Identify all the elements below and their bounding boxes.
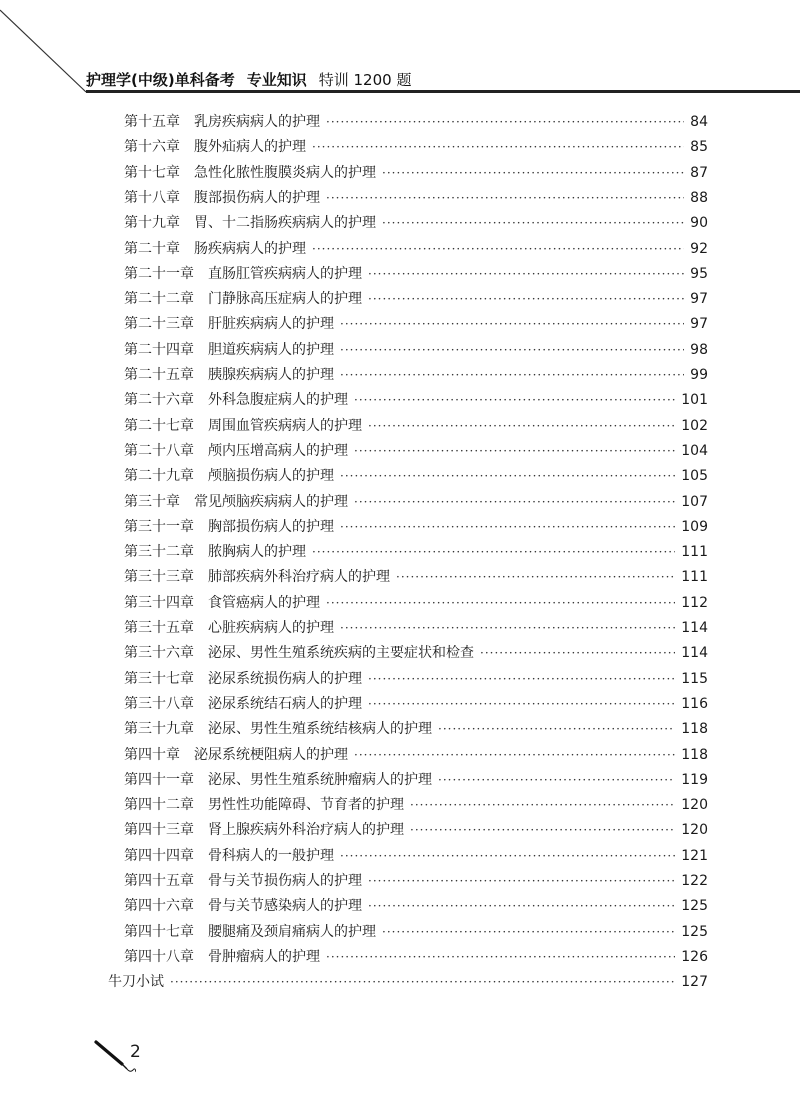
page-ref: 115: [681, 670, 708, 687]
toc-entry: [124, 795, 708, 815]
training-label: 特训 1200 题: [318, 70, 412, 89]
chapter-title: 乳房疾病病人的护理: [194, 114, 320, 130]
chapter-title: 胸部损伤病人的护理: [208, 518, 334, 535]
chapter-number: 第二十八章: [124, 442, 194, 459]
page-ref: 125: [681, 923, 708, 940]
page-ref: 119: [681, 771, 708, 788]
page-ref: 95: [690, 265, 708, 282]
toc-entry: [124, 137, 708, 157]
dot-leader: [312, 542, 675, 562]
chapter-title: 腹外疝病人的护理: [194, 139, 306, 156]
chapter-number: 第四十五章: [124, 873, 194, 889]
chapter-number: 第二十五章: [124, 367, 194, 383]
chapter-title: 肺部疾病外科治疗病人的护理: [208, 569, 390, 586]
page-ref: 118: [681, 746, 708, 763]
page-ref: 111: [681, 569, 708, 586]
chapter-title: 常见颅脑疾病病人的护理: [194, 493, 348, 510]
page-ref: 121: [681, 847, 708, 864]
chapter-title: 泌尿、男性生殖系统结核病人的护理: [208, 721, 432, 738]
chapter-number: 第二十七章: [124, 417, 194, 434]
chapter-number: 第三十七章: [124, 670, 194, 687]
dot-leader: [368, 264, 684, 284]
chapter-title: 胃、十二指肠疾病病人的护理: [194, 215, 376, 232]
dot-leader: [354, 441, 675, 461]
toc-entry: [124, 719, 708, 739]
chapter-title: 腹部损伤病人的护理: [194, 189, 320, 206]
dot-leader: [368, 416, 675, 436]
page-ref: 118: [681, 721, 708, 738]
dot-leader: [354, 745, 675, 765]
dot-leader: [326, 947, 675, 967]
toc-entry: [124, 643, 708, 663]
chapter-number: 第三十五章: [124, 620, 194, 636]
header-rule: [86, 90, 800, 93]
dot-leader: [410, 820, 675, 840]
chapter-title: 泌尿、男性生殖系统肿瘤病人的护理: [208, 771, 432, 788]
dot-leader: [396, 567, 675, 587]
chapter-number: 第二十一章: [124, 265, 194, 282]
chapter-title: 直肠肛管疾病病人的护理: [208, 265, 362, 282]
dot-leader: [368, 289, 684, 309]
page-ref: 104: [681, 442, 708, 459]
chapter-number: 第十七章: [124, 164, 180, 181]
page-ref: 126: [681, 948, 708, 965]
toc-entry: [124, 264, 708, 284]
chapter-number: 第四十章: [124, 746, 180, 763]
chapter-title: 肾上腺疾病外科治疗病人的护理: [208, 822, 404, 839]
dot-leader: [340, 618, 675, 638]
final-title: 牛刀小试: [108, 974, 164, 991]
dot-leader: [326, 188, 684, 208]
chapter-title: 肠疾病病人的护理: [194, 240, 306, 257]
chapter-title: 食管癌病人的护理: [208, 594, 320, 611]
page-ref: 120: [681, 797, 708, 814]
page-ref: 120: [681, 822, 708, 839]
toc-entry: [124, 618, 708, 638]
page-ref: 127: [681, 974, 708, 991]
chapter-number: 第三十六章: [124, 645, 194, 662]
toc-entry: [124, 188, 708, 208]
chapter-number: 第二十四章: [124, 341, 194, 358]
chapter-title: 骨科病人的一般护理: [208, 847, 334, 864]
chapter-title: 脓胸病人的护理: [208, 544, 306, 561]
toc-entry: [124, 896, 708, 916]
page-ref: 88: [690, 189, 708, 206]
page-ref: 102: [681, 417, 708, 434]
toc-entry-final: [108, 972, 708, 992]
chapter-title: 颅脑损伤病人的护理: [208, 468, 334, 485]
chapter-number: 第十八章: [124, 189, 180, 206]
page-ref: 101: [681, 392, 708, 409]
dot-leader: [480, 643, 675, 663]
toc-entry: [124, 289, 708, 309]
dot-leader: [382, 922, 675, 942]
dot-leader: [340, 846, 675, 866]
chapter-number: 第四十八章: [124, 948, 194, 965]
toc-entry: [124, 846, 708, 866]
dot-leader: [438, 770, 675, 790]
dot-leader: [368, 871, 675, 891]
page-ref: 107: [681, 493, 708, 510]
page-ref: 97: [690, 291, 708, 308]
dot-leader: [340, 314, 684, 334]
toc-entry: [124, 112, 708, 132]
dot-leader: [340, 466, 675, 486]
page-ref: 85: [690, 139, 708, 156]
chapter-title: 门静脉高压症病人的护理: [208, 291, 362, 308]
toc-entry: [124, 390, 708, 410]
dot-leader: [326, 112, 684, 132]
chapter-number: 第三十三章: [124, 569, 194, 586]
chapter-title: 胆道疾病病人的护理: [208, 341, 334, 358]
toc-entry: [124, 314, 708, 334]
chapter-number: 第三十二章: [124, 544, 194, 561]
chapter-number: 第三十章: [124, 493, 180, 510]
page-ref: 122: [681, 873, 708, 889]
page-ref: 111: [681, 544, 708, 561]
chapter-title: 外科急腹症病人的护理: [208, 392, 348, 409]
dot-leader: [170, 972, 675, 992]
toc-entry: [124, 922, 708, 942]
chapter-number: 第十六章: [124, 139, 180, 156]
page-ref: 114: [681, 620, 708, 636]
chapter-number: 第四十二章: [124, 797, 194, 814]
toc-entry: [124, 466, 708, 486]
chapter-title: 急性化脓性腹膜炎病人的护理: [194, 164, 376, 181]
dot-leader: [340, 340, 684, 360]
chapter-title: 骨与关节损伤病人的护理: [208, 873, 362, 889]
page-ref: 116: [681, 695, 708, 712]
chapter-title: 腰腿痛及颈肩痛病人的护理: [208, 923, 376, 940]
toc-entry: [124, 871, 708, 891]
page-ref: 112: [681, 594, 708, 611]
toc-entry: [124, 820, 708, 840]
chapter-title: 泌尿系统损伤病人的护理: [208, 670, 362, 687]
chapter-title: 周围血管疾病病人的护理: [208, 417, 362, 434]
toc-entry: [124, 213, 708, 233]
chapter-number: 第十五章: [124, 114, 180, 130]
dot-leader: [340, 365, 684, 385]
chapter-title: 胰腺疾病病人的护理: [208, 367, 334, 383]
dot-leader: [438, 719, 675, 739]
dot-leader: [312, 137, 684, 157]
toc-entry: [124, 340, 708, 360]
chapter-title: 男性性功能障碍、节育者的护理: [208, 797, 404, 814]
page-ref: 125: [681, 898, 708, 915]
chapter-title: 泌尿系统梗阻病人的护理: [194, 746, 348, 763]
toc-entry: [124, 441, 708, 461]
dot-leader: [382, 213, 684, 233]
chapter-number: 第四十六章: [124, 898, 194, 915]
dot-leader: [354, 390, 675, 410]
chapter-title: 颅内压增高病人的护理: [208, 442, 348, 459]
toc-entry: [124, 745, 708, 765]
chapter-number: 第二十二章: [124, 291, 194, 308]
book-title: 护理学(中级)单科备考: [86, 70, 235, 89]
chapter-title: 心脏疾病病人的护理: [208, 620, 334, 636]
chapter-number: 第二十三章: [124, 316, 194, 333]
chapter-number: 第二十章: [124, 240, 180, 257]
page-ref: 114: [681, 645, 708, 662]
toc-entry: [124, 593, 708, 613]
page-footer: [92, 1038, 172, 1078]
page-ref: 92: [690, 240, 708, 257]
dot-leader: [410, 795, 675, 815]
chapter-title: 骨与关节感染病人的护理: [208, 898, 362, 915]
page-number: 2: [130, 1042, 141, 1062]
running-header: [86, 68, 411, 90]
page-ref: 84: [690, 114, 708, 130]
chapter-title: 泌尿系统结石病人的护理: [208, 695, 362, 712]
dot-leader: [354, 492, 675, 512]
toc-entry: [124, 694, 708, 714]
toc-entry: [124, 416, 708, 436]
chapter-number: 第四十四章: [124, 847, 194, 864]
page-ref: 97: [690, 316, 708, 333]
page-ref: 105: [681, 468, 708, 485]
chapter-number: 第四十一章: [124, 771, 194, 788]
toc-entry: [124, 517, 708, 537]
chapter-title: 肝脏疾病病人的护理: [208, 316, 334, 333]
dot-leader: [368, 669, 675, 689]
dot-leader: [326, 593, 675, 613]
chapter-number: 第十九章: [124, 215, 180, 232]
toc-entry: [124, 163, 708, 183]
chapter-number: 第四十七章: [124, 923, 194, 940]
page-ref: 90: [690, 215, 708, 232]
page-ref: 99: [690, 367, 708, 383]
dot-leader: [368, 694, 675, 714]
subject-label: 专业知识: [246, 70, 307, 89]
toc-entry: [124, 770, 708, 790]
toc-entry: [124, 239, 708, 259]
chapter-number: 第三十八章: [124, 695, 194, 712]
dot-leader: [312, 239, 684, 259]
chapter-number: 第三十九章: [124, 721, 194, 738]
chapter-number: 第三十一章: [124, 518, 194, 535]
chapter-title: 泌尿、男性生殖系统疾病的主要症状和检查: [208, 645, 474, 662]
toc-entry: [124, 542, 708, 562]
dot-leader: [368, 896, 675, 916]
chapter-number: 第四十三章: [124, 822, 194, 839]
chapter-title: 骨肿瘤病人的护理: [208, 948, 320, 965]
dot-leader: [340, 517, 675, 537]
chapter-number: 第二十九章: [124, 468, 194, 485]
page-ref: 87: [690, 164, 708, 181]
page-ref: 98: [690, 341, 708, 358]
toc-entry: [124, 669, 708, 689]
page-ref: 109: [681, 518, 708, 535]
toc-entry: [124, 365, 708, 385]
chapter-number: 第三十四章: [124, 594, 194, 611]
toc-entry: [124, 947, 708, 967]
toc-entry: [124, 567, 708, 587]
dot-leader: [382, 163, 684, 183]
chapter-number: 第二十六章: [124, 392, 194, 409]
toc-entry: [124, 492, 708, 512]
